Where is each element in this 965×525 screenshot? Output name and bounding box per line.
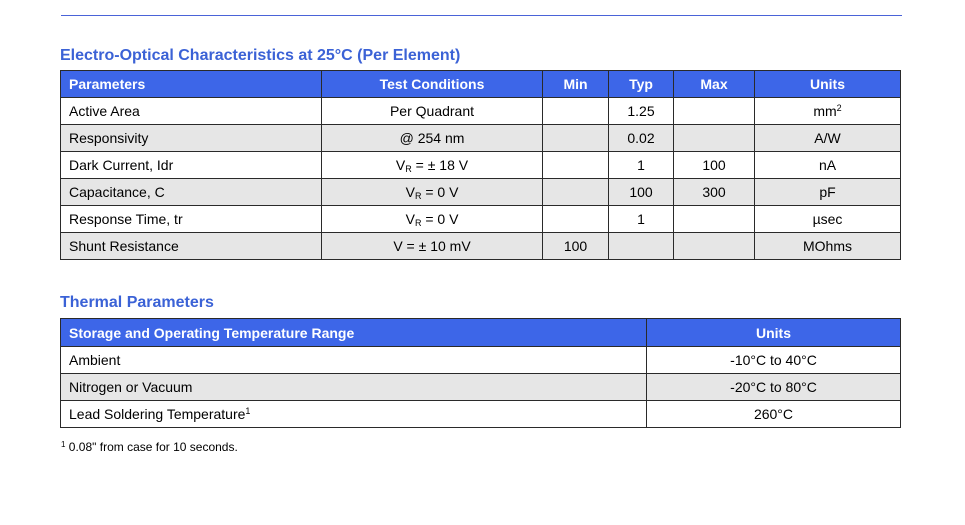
parameter-cell: Shunt Resistance — [61, 233, 322, 260]
parameter-cell: Response Time, tr — [61, 206, 322, 233]
units-cell: µsec — [755, 206, 901, 233]
col-header-max: Max — [674, 71, 755, 98]
condition-label-text: Lead Soldering Temperature — [69, 406, 246, 422]
condition-cell: Per Quadrant — [322, 98, 543, 125]
units-cell: pF — [755, 179, 901, 206]
max-cell: 100 — [674, 152, 755, 179]
min-cell — [543, 179, 609, 206]
table-row — [61, 179, 901, 206]
max-cell — [674, 233, 755, 260]
table-header-row — [61, 71, 901, 98]
units-superscript: 2 — [836, 103, 842, 113]
condition-cell — [322, 206, 543, 233]
table-row — [61, 206, 901, 233]
units-cell: A/W — [755, 125, 901, 152]
typ-cell: 100 — [609, 179, 674, 206]
condition-label-cell: Nitrogen or Vacuum — [61, 374, 647, 401]
table-row — [61, 347, 901, 374]
parameter-cell: Active Area — [61, 98, 322, 125]
electro-optical-title: Electro-Optical Characteristics at 25°C (Per Element) — [60, 47, 461, 64]
parameter-cell: Capacitance, C — [61, 179, 322, 206]
max-cell: 300 — [674, 179, 755, 206]
electro-optical-table — [60, 70, 901, 260]
condition-value: = ± 18 V — [411, 156, 469, 173]
typ-cell: 1.25 — [609, 98, 674, 125]
col-header-typ: Typ — [609, 71, 674, 98]
thermal-parameters-title: Thermal Parameters — [60, 294, 214, 311]
units-cell — [755, 98, 901, 125]
max-cell — [674, 98, 755, 125]
min-cell — [543, 206, 609, 233]
col-header-units: Units — [755, 71, 901, 98]
parameter-cell: Dark Current, Idr — [61, 152, 322, 179]
condition-cell: @ 254 nm — [322, 125, 543, 152]
table-row — [61, 152, 901, 179]
col-header-temperature-range: Storage and Operating Temperature Range — [61, 319, 647, 347]
col-header-units: Units — [647, 319, 901, 347]
min-cell — [543, 98, 609, 125]
footnote-text: 0.08" from case for 10 seconds. — [65, 440, 238, 454]
col-header-parameters: Parameters — [61, 71, 322, 98]
typ-cell: 1 — [609, 152, 674, 179]
table-row — [61, 98, 901, 125]
table-row — [61, 233, 901, 260]
temperature-range-cell: -10°C to 40°C — [647, 347, 901, 374]
footnote-marker: 1 — [61, 440, 66, 449]
col-header-test-conditions: Test Conditions — [322, 71, 543, 98]
condition-symbol: V — [405, 183, 415, 200]
thermal-parameters-table — [60, 318, 901, 428]
min-cell: 100 — [543, 233, 609, 260]
units-cell: nA — [755, 152, 901, 179]
top-divider — [61, 15, 902, 16]
table-row — [61, 401, 901, 428]
condition-cell: V = ± 10 mV — [322, 233, 543, 260]
table-row — [61, 125, 901, 152]
max-cell — [674, 206, 755, 233]
footnote-reference: 1 — [245, 406, 251, 416]
condition-subscript: R — [414, 217, 422, 228]
footnote — [61, 440, 238, 454]
max-cell — [674, 125, 755, 152]
condition-symbol: V — [405, 210, 415, 227]
units-cell: MOhms — [755, 233, 901, 260]
units-base: mm — [813, 103, 837, 119]
table-row — [61, 374, 901, 401]
typ-cell: 1 — [609, 206, 674, 233]
condition-symbol: V — [395, 156, 406, 173]
temperature-range-cell: 260°C — [647, 401, 901, 428]
table-header-row — [61, 319, 901, 347]
condition-label-cell: Ambient — [61, 347, 647, 374]
condition-cell — [322, 152, 543, 179]
min-cell — [543, 125, 609, 152]
condition-subscript: R — [414, 190, 422, 201]
condition-subscript: R — [405, 163, 412, 174]
min-cell — [543, 152, 609, 179]
condition-label-cell — [61, 401, 647, 428]
condition-value: = 0 V — [421, 210, 459, 227]
col-header-min: Min — [543, 71, 609, 98]
parameter-cell: Responsivity — [61, 125, 322, 152]
temperature-range-cell: -20°C to 80°C — [647, 374, 901, 401]
typ-cell: 0.02 — [609, 125, 674, 152]
typ-cell — [609, 233, 674, 260]
condition-cell — [322, 179, 543, 206]
condition-value: = 0 V — [421, 183, 459, 200]
